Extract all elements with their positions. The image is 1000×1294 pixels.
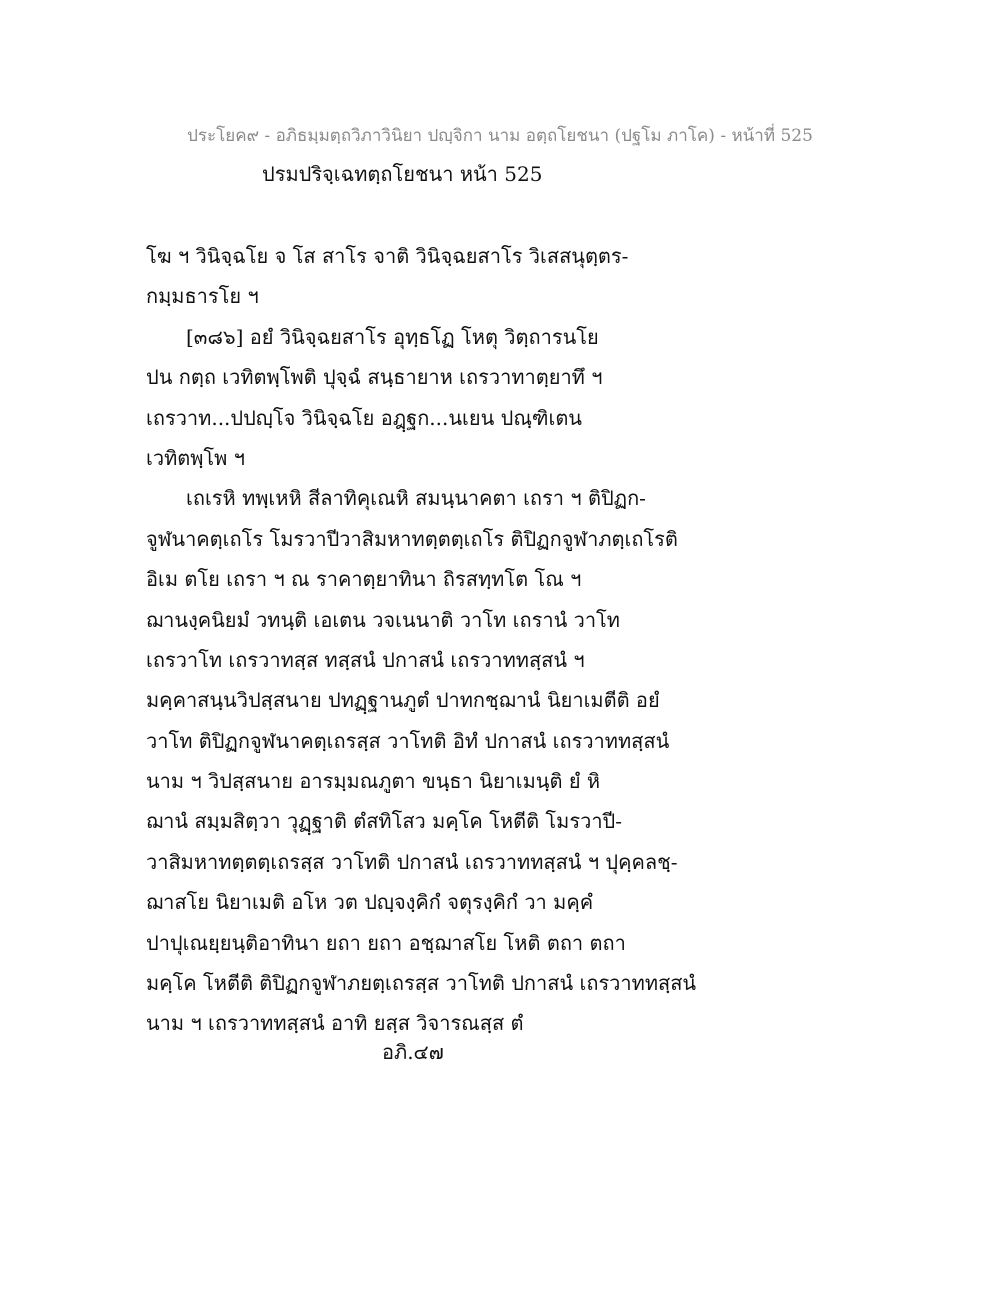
text-line: เถรวาท...ปปญฺโจ วินิจฺฉโย อฎฺฐก...นเยน ปณฺฑิเตน: [146, 405, 582, 430]
text-line: ปน กตฺถ เวทิตพฺโพติ ปุจฺฉํ สนฺธายาห เถรวาทาตฺยาทึ ฯ: [146, 365, 603, 390]
text-line: ฌาสโย นิยาเมติ อโห วต ปญฺจงฺคิกํ จตุรงฺคิกํ วา มคฺคํ: [146, 890, 594, 915]
text-line: ฌานงฺคนิยมํ วทนฺติ เอเตน วจเนนาติ วาโท เถรานํ วาโท: [146, 607, 620, 632]
text-line: เวทิตพฺโพ ฯ: [146, 445, 245, 470]
text-line: เถรวาโท เถรวาทสฺส ทสฺสนํ ปกาสนํ เถรวาททสฺสนํ ฯ: [146, 647, 585, 672]
text-line: มคฺโค โหตีติ ติปิฏกจูฬาภยตฺเถรสฺส วาโทติ ปกาสนํ เถรวาททสฺสนํ: [146, 971, 697, 996]
text-line: นาม ฯ วิปสฺสนาย อารมฺมณภูตา ขนฺธา นิยาเมนฺติ ยํ หิ: [146, 769, 601, 794]
paragraph-start-line: [๓๘๖] อยํ วินิจฺฉยสาโร อุทฺธโฏ โหตุ วิตฺถารนโย: [186, 324, 599, 349]
text-line: กมฺมธารโย ฯ: [146, 284, 259, 309]
text-line: จูฬนาคตฺเถโร โมรวาปีวาสิมหาทตฺตตฺเถโร ติปิฏกจูฬาภตฺเถโรติ: [146, 526, 678, 551]
page-title: ปรมปริจฺเฉทตฺถโยชนา หน้า 525: [262, 162, 543, 186]
text-line: มคฺคาสนฺนวิปสฺสนาย ปทฏฺฐานภูตํ ปาทกชฺฌานํ นิยาเมตีติ อยํ: [146, 688, 660, 713]
signature-code: อภิ.๔๗: [382, 1040, 444, 1064]
text-line: อิเม ตโย เถรา ฯ ณ ราคาตฺยาทินา ถิรสทฺทโต โณ ฯ: [146, 567, 582, 592]
paragraph-start-line: เถเรหิ ทพฺเหหิ สีลาทิคุเณหิ สมนฺนาคตา เถรา ฯ ติปิฏก-: [186, 486, 646, 511]
text-line: วาโท ติปิฏกจูฬนาคตฺเถรสฺส วาโทติ อิทํ ปกาสนํ เถรวาททสฺสนํ: [146, 728, 670, 753]
body-text: [146, 236, 706, 1044]
text-line: นาม ฯ เถรวาททสฺสนํ อาทิ ยสฺส วิจารณสฺส ตํ: [146, 1011, 524, 1036]
text-line: ปาปุเณยฺยนฺติอาทินา ยถา ยถา อชฺฌาสโย โหติ ตถา ตถา: [146, 930, 626, 955]
running-header: ประโยค๙ - อภิธมฺมตฺถวิภาวินิยา ปญฺจิกา นาม อตฺถโยชนา (ปฐโม ภาโค) - หน้าที่ 525: [187, 126, 813, 146]
text-line: โฆ ฯ วินิจฺฉโย จ โส สาโร จาติ วินิจฺฉยสาโร วิเสสนุตฺตร-: [146, 244, 629, 268]
text-line: วาสิมหาทตฺตตฺเถรสฺส วาโทติ ปกาสนํ เถรวาททสฺสนํ ฯ ปุคฺคลชฺ-: [146, 849, 678, 874]
text-line: ฌานํ สมฺมสิตฺวา วุฏฺฐาติ ตํสทิโสว มคฺโค โหตีติ โมรวาปี-: [146, 809, 623, 834]
